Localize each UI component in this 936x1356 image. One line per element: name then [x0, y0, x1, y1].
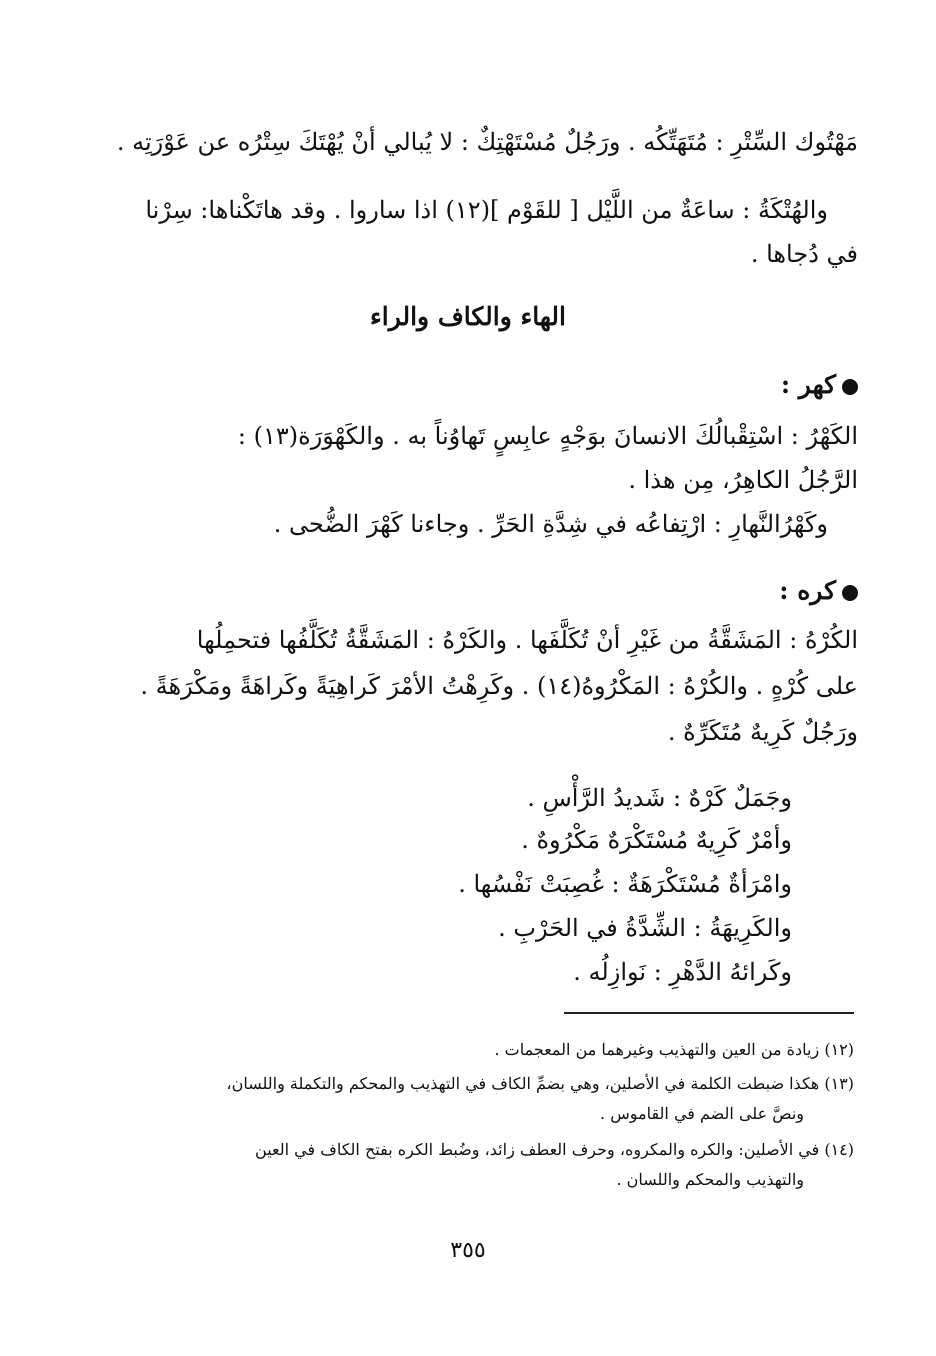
- text-line-1: مَهْتُوك السِّتْرِ : مُتَهَتِّكُه . ورَجُلٌ مُسْتَهْتِكٌ : لا يُبالي أنْ يُهْتَكَ سِتْرُه عن عَوْرَتِه .: [116, 128, 858, 156]
- footnote-13: (١٣) هكذا ضبطت الكلمة في الأصلين، وهي بضمِّ الكاف في التهذيب والمحكم والتكملة واللسان،: [226, 1074, 854, 1093]
- footnote-separator: [564, 1012, 854, 1014]
- entry-1-line-3: وكَهْرُالنَّهارِ : ارْتِفاعُه في شِدَّةِ الحَرِّ . وجاءنا كَهْرَ الضُّحى .: [273, 510, 828, 538]
- footnote-14: (١٤) في الأصلين: والكره والمكروه، وحرف العطف زائد، وضُبط الكره بفتح الكاف في العين: [255, 1140, 854, 1159]
- entry-heading-kahr: [781, 370, 858, 399]
- entry-1-line-2: الرَّجُلُ الكاهِرُ، مِن هذا .: [628, 466, 858, 494]
- page-number: ٣٥٥: [450, 1238, 486, 1263]
- entry-heading-kurh: [779, 576, 858, 605]
- verse-line-4: والكَرِيهَةُ : الشِّدَّةُ في الحَرْبِ .: [498, 914, 792, 942]
- verse-line-3: وامْرَأةٌ مُسْتَكْرَهَةٌ : غُصِبَتْ نَفْسُها .: [458, 870, 792, 898]
- text-line-2: والهُتْكَةُ : ساعَةٌ من اللَّيْل [ للقَوْم ](١٢) اذا ساروا . وقد هاتَكْناها: سِرْنا: [145, 196, 828, 224]
- bullet-icon: [842, 379, 858, 395]
- verse-line-1: وجَمَلٌ كَرْهٌ : شَديدُ الرَّأْسِ .: [527, 784, 792, 812]
- footnote-14-continued: والتهذيب والمحكم واللسان .: [616, 1170, 804, 1189]
- verse-line-5: وكَرائهُ الدَّهْرِ : نَوازِلُه .: [573, 958, 792, 986]
- entry-label: كره :: [779, 576, 836, 605]
- footnote-12: (١٢) زيادة من العين والتهذيب وغيرهما من المعجمات .: [494, 1040, 854, 1059]
- text-line-3: في دُجاها .: [750, 240, 858, 268]
- entry-2-line-1: الكُرْهُ : المَشَقَّةُ من غَيْرِ أنْ تُكَلَّفَها . والكَرْهُ : المَشَقَّةُ تُكَلَّفُها فتحمِلُها: [196, 626, 858, 654]
- entry-1-line-1: الكَهْرُ : اسْتِقْبالُكَ الانسانَ بوَجْهٍ عابِسٍ تَهاوُناً به . والكَهْوَرَة(١٣) :: [237, 422, 858, 450]
- footnote-13-continued: ونصَّ على الضم في القاموس .: [600, 1104, 804, 1123]
- entry-2-line-2: على كُرْهٍ . والكُرْهُ : المَكْرُوهُ(١٤) . وكَرِهْتُ الأمْرَ كَراهِيَةً وكَراهَةً ومَكْرَهَةً .: [140, 672, 858, 700]
- entry-label: كهر :: [780, 370, 836, 399]
- bullet-icon: [842, 585, 858, 601]
- entry-2-line-3: ورَجُلٌ كَرِيهٌ مُتَكَرِّهٌ .: [667, 718, 858, 746]
- section-heading: الهاء والكاف والراء: [370, 302, 566, 331]
- verse-line-2: وأمْرٌ كَرِيهٌ مُسْتَكْرَهٌ مَكْرُوهٌ .: [521, 826, 792, 854]
